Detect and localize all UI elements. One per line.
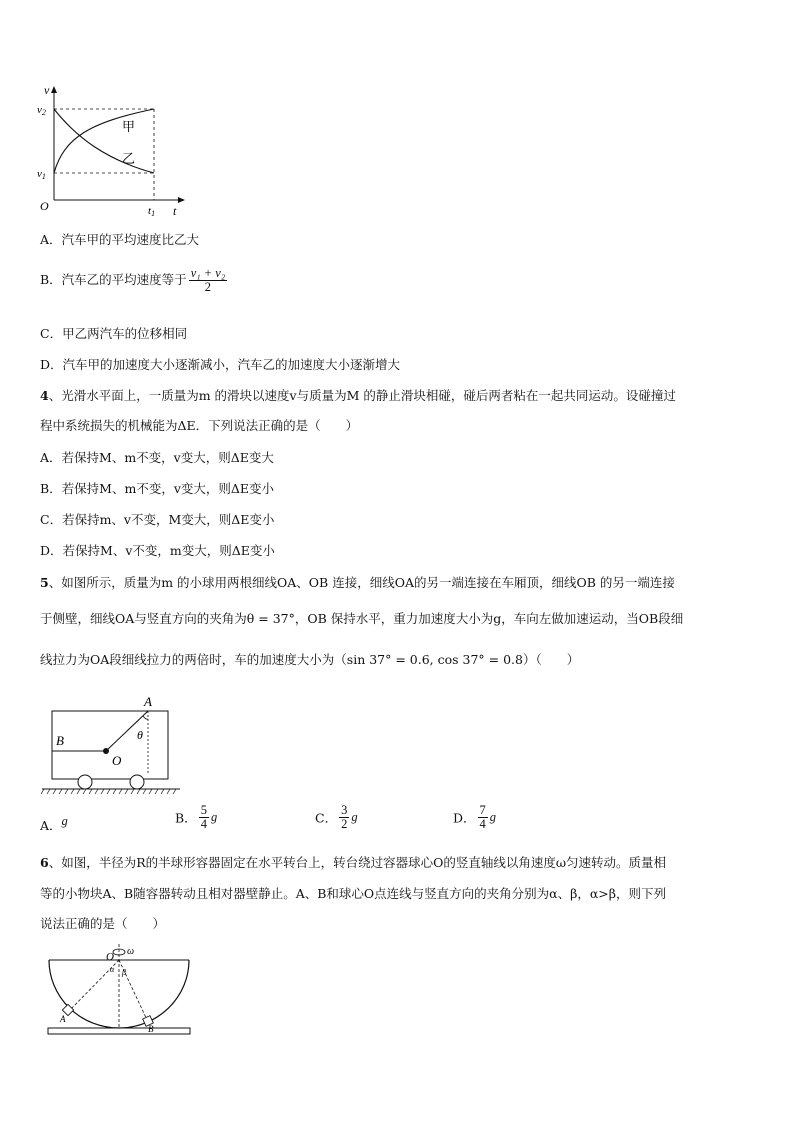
q6-stem-line3: 说法正确的是（ ）	[40, 916, 166, 931]
point-a-label: A	[144, 695, 152, 709]
q3-fraction: $\frac{\text{v₁ + v₂}}{2}$	[190, 266, 226, 295]
q6-stem-line2: 等的小物块A、B随容器转动且相对器壁静止。A、B和球心O点连线与竖直方向的夹角分别为α、β，α>β，则下列	[40, 886, 666, 901]
theta-label: θ	[137, 728, 143, 742]
omega-label: ω	[127, 946, 135, 957]
q5-stem-line3: 线拉力为OA段细线拉力的两倍时，车的加速度大小为（sin 37° = 0.6, cos 37° = 0.8）（ ）	[40, 652, 580, 667]
beta-label: β	[122, 968, 126, 977]
jia-label: 甲	[122, 119, 136, 134]
q5-option-a: A．g	[40, 814, 68, 833]
t1-label: t1	[148, 205, 156, 218]
q4-option-a: A．若保持M、m不变，v变大，则ΔE变大	[40, 450, 274, 465]
q5-stem-line1: 5、如图所示，质量为m 的小球用两根细线OA、OB 连接，细线OA的另一端连接在车厢顶，细线OB 的另一端连接	[40, 575, 675, 590]
q4-option-b: B．若保持M、m不变，v变大，则ΔE变小	[40, 481, 275, 496]
q5-option-d: D． $\frac{7}{4}$ g	[453, 803, 497, 832]
q5-stem-line2: 于侧壁，细线OA与竖直方向的夹角为θ = 37°，OB 保持水平，重力加速度大小为g，车向左做加速运动，当OB段细	[40, 611, 684, 626]
q4-option-c: C．若保持m、v不变，M变大，则ΔE变小	[40, 512, 275, 527]
point-b-label: B	[56, 733, 64, 748]
q3-option-a: A．汽车甲的平均速度比乙大	[40, 232, 200, 247]
q3-option-d: D．汽车甲的加速度大小逐渐减小，汽车乙的加速度大小逐渐增大	[40, 357, 401, 372]
origin-label: O	[40, 199, 49, 213]
v-axis-label: v	[44, 83, 50, 97]
v2-label: v2	[37, 104, 46, 117]
q3-option-c: C．甲乙两汽车的位移相同	[40, 326, 188, 341]
alpha-label: α	[110, 965, 115, 974]
block-b-label: B	[148, 1024, 154, 1034]
q4-stem-line1: 4、光滑水平面上，一质量为m 的滑块以速度v与质量为M 的静止滑块相碰，碰后两者粘在一起共同运动。设碰撞过	[40, 388, 676, 403]
center-o-label: O	[106, 951, 114, 963]
point-o-label: O	[112, 753, 122, 768]
v1-label: v1	[37, 168, 46, 181]
block-a-label: A	[60, 1014, 66, 1024]
cart-figure	[40, 695, 185, 800]
vt-graph	[36, 82, 186, 222]
yi-label: 乙	[122, 151, 136, 166]
q5-option-b: B． $\frac{5}{4}$ g	[175, 803, 218, 832]
q6-stem-line1: 6、如图，半径为R的半球形容器固定在水平转台上，转台绕过容器球心O的竖直轴线以角速度ω匀速转动。质量相	[40, 855, 667, 870]
q5-option-c: C． $\frac{3}{2}$ g	[315, 803, 358, 832]
q4-stem-line2: 程中系统损失的机械能为ΔE．下列说法正确的是（ ）	[40, 418, 359, 433]
q3-option-b: B．汽车乙的平均速度等于 $\frac{\text{v₁ + v₂}}{2}$	[40, 266, 226, 295]
q4-option-d: D．若保持M、v不变，m变大，则ΔE变小	[40, 543, 275, 558]
t-axis-label: t	[173, 204, 177, 218]
hemisphere-figure	[44, 940, 194, 1040]
